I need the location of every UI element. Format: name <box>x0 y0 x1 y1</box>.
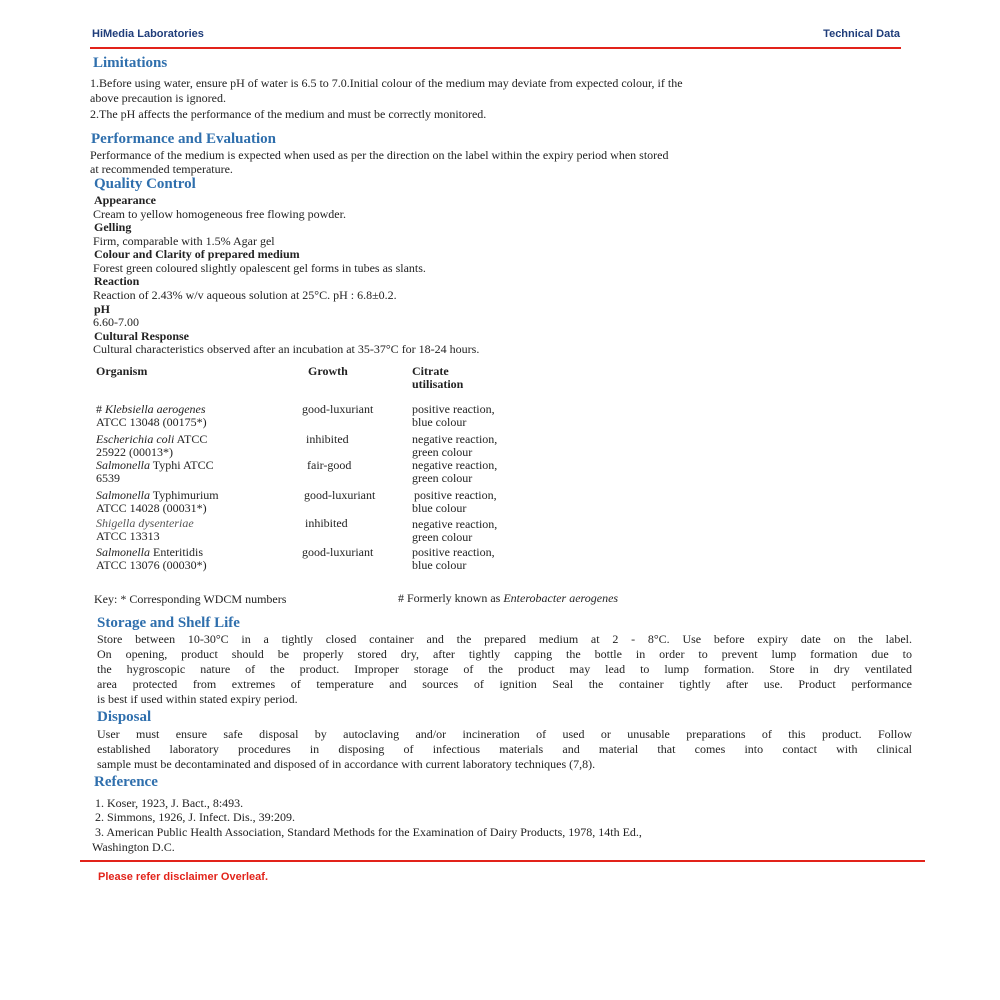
disclaimer-note: Please refer disclaimer Overleaf. <box>98 871 268 883</box>
storage-heading: Storage and Shelf Life <box>97 615 240 631</box>
document-type: Technical Data <box>823 28 900 40</box>
table-row-growth: good-luxuriant <box>304 488 376 502</box>
disposal-line: sample must be decontaminated and disposed of in accordance with current laboratory techniques (7,8). <box>97 757 596 771</box>
company-name: HiMedia Laboratories <box>92 28 204 40</box>
disposal-heading: Disposal <box>97 709 152 725</box>
table-row-citrate-2: green colour <box>412 471 473 485</box>
footer-rule <box>80 860 925 862</box>
table-row-citrate-2: green colour <box>412 530 473 544</box>
table-row-citrate-1: positive reaction, <box>414 488 497 502</box>
performance-heading: Performance and Evaluation <box>91 131 276 147</box>
quality-control-heading: Quality Control <box>94 176 196 192</box>
organism-genus: Shigella dysenteriae <box>96 516 194 530</box>
storage-line: On opening, product should be properly stored dry, after tightly capping the bottle in order to prevent lump formation due to <box>97 647 912 661</box>
limitations-p2: 2.The pH affects the performance of the medium and must be correctly monitored. <box>90 107 487 121</box>
storage-line: Store between 10-30°C in a tightly closed container and the prepared medium at 2 - 8°C. Use before expiry date on the label. <box>97 632 912 646</box>
table-row-citrate-2: blue colour <box>412 558 467 572</box>
gelling-label: Gelling <box>94 220 132 234</box>
storage-line: area protected from extremes of temperature and sources of ignition Seal the container tightly after use. Product performance <box>97 677 912 691</box>
page-header <box>92 28 900 48</box>
appearance-label: Appearance <box>94 193 156 207</box>
table-row-citrate-2: blue colour <box>412 501 467 515</box>
key-wdcm: Key: * Corresponding WDCM numbers <box>94 592 287 606</box>
storage-line: is best if used within stated expiry period. <box>97 692 298 706</box>
table-row-growth: good-luxuriant <box>302 545 374 559</box>
ph-value: 6.60-7.00 <box>93 315 139 329</box>
table-row-citrate-2: blue colour <box>412 415 467 429</box>
storage-paragraph <box>97 632 912 707</box>
key-formerly-known <box>398 591 618 606</box>
reaction-value: Reaction of 2.43% w/v aqueous solution at 25°C. pH : 6.8±0.2. <box>93 288 397 302</box>
organism-genus: Escherichia coli <box>96 432 175 446</box>
table-row-citrate-1: positive reaction, <box>412 402 495 416</box>
organism-rest: Typhimurium <box>150 488 219 502</box>
cultural-response-label: Cultural Response <box>94 329 190 343</box>
cultural-response-value: Cultural characteristics observed after an incubation at 35-37°C for 18-24 hours. <box>93 342 480 356</box>
limitations-heading: Limitations <box>93 55 168 71</box>
key-formerly-prefix: # Formerly known as <box>398 591 504 605</box>
organism-genus: Salmonella <box>96 458 150 472</box>
reference-item-3-line2: Washington D.C. <box>92 840 175 854</box>
gelling-value: Firm, comparable with 1.5% Agar gel <box>93 234 275 248</box>
table-row-atcc: 6539 <box>96 471 120 485</box>
table-row-growth: fair-good <box>307 458 352 472</box>
table-row-growth: inhibited <box>306 432 349 446</box>
colour-label: Colour and Clarity of prepared medium <box>94 247 300 261</box>
appearance-value: Cream to yellow homogeneous free flowing powder. <box>93 207 346 221</box>
table-row-atcc: ATCC 13313 <box>96 529 160 543</box>
key-formerly-name: Enterobacter aerogenes <box>503 591 619 605</box>
table-row-atcc: ATCC 14028 (00031*) <box>96 501 207 515</box>
table-header-citrate-1: Citrate <box>412 364 449 378</box>
table-row-citrate-2: green colour <box>412 445 473 459</box>
table-row-citrate-1: negative reaction, <box>412 458 498 472</box>
ph-label: pH <box>94 302 111 316</box>
organism-rest: ATCC <box>174 432 208 446</box>
table-row-atcc: 25922 (00013*) <box>96 445 173 459</box>
performance-line1: Performance of the medium is expected when used as per the direction on the label within the expiry period when stored <box>90 148 669 162</box>
disposal-line: established laboratory procedures in disposing of infectious materials and material that comes into contact with clinical <box>97 742 912 756</box>
reference-item-1: 1. Koser, 1923, J. Bact., 8:493. <box>95 796 244 810</box>
reference-item-3-line1: 3. American Public Health Association, Standard Methods for the Examination of Dairy Products, 1978, 14th Ed., <box>95 825 642 839</box>
organism-genus: Klebsiella aerogenes <box>105 402 206 416</box>
organism-genus: Salmonella <box>96 545 150 559</box>
storage-line: the hygroscopic nature of the product. Improper storage of the product may lead to lump formation. Store in dry ventilated <box>97 662 912 676</box>
table-row-atcc: ATCC 13076 (00030*) <box>96 558 207 572</box>
organism-prefix: # <box>96 402 105 416</box>
colour-value: Forest green coloured slightly opalescent gel forms in tubes as slants. <box>93 261 426 275</box>
organism-rest: Typhi ATCC <box>150 458 214 472</box>
reference-item-2: 2. Simmons, 1926, J. Infect. Dis., 39:209. <box>95 810 295 824</box>
organism-genus: Salmonella <box>96 488 150 502</box>
reference-heading: Reference <box>94 774 158 790</box>
table-row-atcc: ATCC 13048 (00175*) <box>96 415 207 429</box>
limitations-p1-line2: above precaution is ignored. <box>90 91 226 105</box>
organism-rest: Enteritidis <box>150 545 203 559</box>
table-row-growth: inhibited <box>305 516 348 530</box>
limitations-p1-line1: 1.Before using water, ensure pH of water is 6.5 to 7.0.Initial colour of the medium may deviate from expected colour, if the <box>90 76 683 90</box>
table-row-citrate-1: positive reaction, <box>412 545 495 559</box>
reaction-label: Reaction <box>94 274 140 288</box>
table-row-citrate-1: negative reaction, <box>412 432 498 446</box>
performance-line2: at recommended temperature. <box>90 162 233 176</box>
table-header-citrate-2: utilisation <box>412 377 464 391</box>
table-header-growth: Growth <box>308 364 348 378</box>
header-rule <box>90 47 901 49</box>
disposal-line: User must ensure safe disposal by autoclaving and/or incineration of used or unusable preparations of this product. Follow <box>97 727 912 741</box>
disposal-paragraph <box>97 727 912 772</box>
table-row-growth: good-luxuriant <box>302 402 374 416</box>
table-header-organism: Organism <box>96 364 148 378</box>
table-row-citrate-1: negative reaction, <box>412 517 498 531</box>
